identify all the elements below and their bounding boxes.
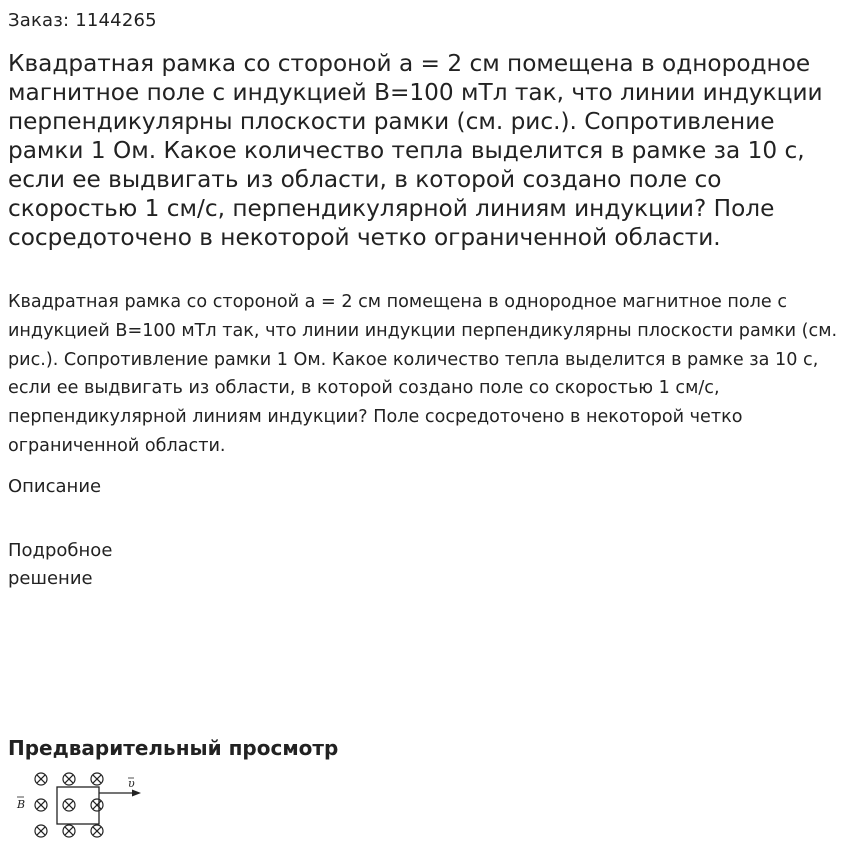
field-label: B (17, 798, 26, 811)
problem-text: Квадратная рамка со стороной a = 2 см помещена в однородное магнитное поле с индукцией B=100 мТл так, что линии индукции перпендикулярны плоскости рамки (см. рис.). Сопротивление рамки 1 Ом. Какое количество тепла выделится в рамке за 10 с, если ее выдвигать из области, в которой создано поле со скоростью 1 см/с, перпендикулярной линиям индукции? Поле сосредоточено в некоторой четко ограниченной области. (8, 292, 838, 456)
preview-heading: Предварительный просмотр (8, 736, 339, 760)
arrow-head-icon (132, 790, 141, 797)
field-cross-icon (63, 825, 75, 837)
preview-figure (10, 766, 150, 846)
field-cross-icon (63, 799, 75, 811)
problem-title: Квадратная рамка со стороной a = 2 см помещена в однородное магнитное поле с индукцией B=100 мТл так, что линии индукции перпендикулярны плоскости рамки (см. рис.). Сопротивление рамки 1 Ом. Какое количество тепла выделится в рамке за 10 с, если ее выдвигать из области, в которой создано поле со скоростью 1 см/с, перпендикулярной линиям индукции? Поле сосредоточено в некоторой четко ограниченной области. (8, 50, 823, 251)
field-cross-icon (91, 773, 103, 785)
field-cross-icon (35, 825, 47, 837)
magnetic-field-diagram (10, 766, 150, 846)
field-cross-icon (63, 773, 75, 785)
field-cross-icon (35, 773, 47, 785)
field-cross-icon (91, 799, 103, 811)
description-label: Описание (8, 476, 102, 497)
field-cross-icon (35, 799, 47, 811)
velocity-label: υ (128, 777, 135, 790)
field-cross-icon (91, 825, 103, 837)
solution-label: Подробное решение (8, 540, 113, 589)
order-number: Заказ: 1144265 (8, 10, 157, 31)
